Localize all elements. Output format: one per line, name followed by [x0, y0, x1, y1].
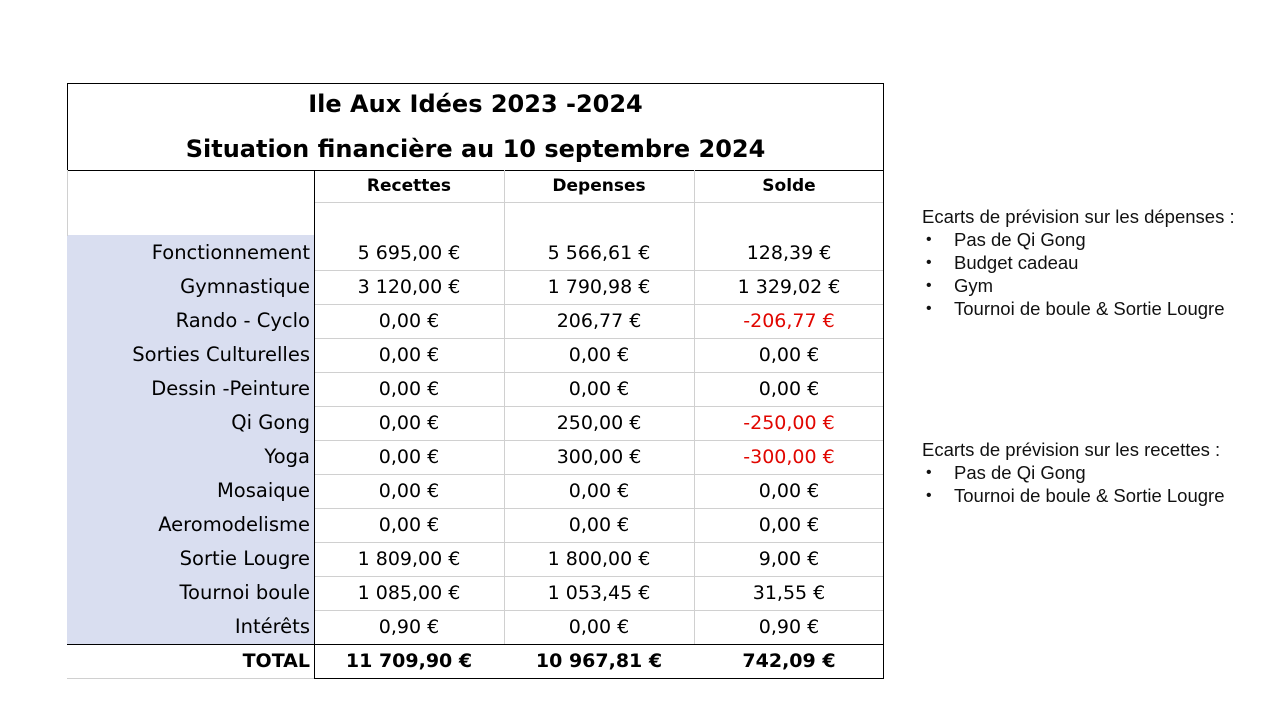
notes-depenses	[922, 205, 1262, 320]
cell-depenses: 1 053,45 €	[547, 582, 651, 604]
cell-depenses: 1 800,00 €	[547, 548, 651, 570]
list-item: • Budget cadeau	[922, 251, 1254, 274]
cell-solde: 0,00 €	[758, 480, 820, 502]
table-row	[67, 270, 884, 304]
total-depenses: 10 967,81 €	[535, 650, 663, 672]
cell-solde: 0,90 €	[758, 616, 820, 638]
notes-depenses-list	[922, 228, 1262, 320]
cell-recettes: 0,00 €	[378, 378, 440, 400]
row-label: Fonctionnement	[151, 241, 310, 264]
row-divider	[314, 440, 884, 441]
column-header-row	[67, 170, 884, 202]
row-divider	[314, 542, 884, 543]
cell-solde: -206,77 €	[743, 310, 835, 332]
cell-recettes: 1 809,00 €	[357, 548, 461, 570]
row-divider	[314, 406, 884, 407]
list-item: • Pas de Qi Gong	[922, 461, 1254, 484]
column-divider	[694, 170, 695, 644]
list-item: • Tournoi de boule & Sortie Lougre	[922, 484, 1254, 507]
total-bottom-border	[314, 678, 884, 679]
cell-solde: 0,00 €	[758, 344, 820, 366]
notes-recettes	[922, 438, 1262, 507]
list-item: • Gym	[922, 274, 1254, 297]
table-row	[67, 372, 884, 406]
row-label: Aeromodelisme	[158, 513, 310, 536]
column-divider	[504, 170, 505, 644]
cell-depenses: 0,00 €	[568, 616, 630, 638]
cell-solde: -300,00 €	[743, 446, 835, 468]
row-divider	[314, 576, 884, 577]
cell-solde: -250,00 €	[743, 412, 835, 434]
cell-solde: 0,00 €	[758, 514, 820, 536]
cell-solde: 128,39 €	[746, 242, 832, 264]
table-row	[67, 508, 884, 542]
row-divider	[314, 372, 884, 373]
cell-recettes: 0,00 €	[378, 412, 440, 434]
column-header-depenses: Depenses	[552, 176, 646, 196]
table-row	[67, 474, 884, 508]
cell-recettes: 5 695,00 €	[357, 242, 461, 264]
list-item: • Pas de Qi Gong	[922, 228, 1254, 251]
total-solde: 742,09 €	[742, 650, 836, 672]
cell-recettes: 0,00 €	[378, 480, 440, 502]
table-row	[67, 576, 884, 610]
total-bottom-light	[67, 678, 314, 679]
row-divider	[314, 474, 884, 475]
table-title-box	[67, 83, 884, 171]
cell-depenses: 0,00 €	[568, 514, 630, 536]
table-row	[67, 338, 884, 372]
cell-recettes: 1 085,00 €	[357, 582, 461, 604]
row-divider	[314, 270, 884, 271]
row-label: Qi Gong	[231, 411, 310, 434]
row-divider	[314, 338, 884, 339]
cell-depenses: 5 566,61 €	[547, 242, 651, 264]
cell-recettes: 3 120,00 €	[357, 276, 461, 298]
cell-depenses: 0,00 €	[568, 344, 630, 366]
cell-depenses: 1 790,98 €	[547, 276, 651, 298]
table-subtitle: Situation financière au 10 septembre 2024	[185, 135, 766, 163]
cell-solde: 31,55 €	[752, 582, 826, 604]
cell-depenses: 0,00 €	[568, 480, 630, 502]
table-title: Ile Aux Idées 2023 -2024	[308, 90, 643, 118]
total-recettes: 11 709,90 €	[345, 650, 473, 672]
row-divider	[314, 610, 884, 611]
cell-recettes: 0,00 €	[378, 310, 440, 332]
table-row	[67, 610, 884, 644]
row-label: Yoga	[264, 445, 310, 468]
row-label: Dessin -Peinture	[151, 377, 310, 400]
total-label: TOTAL	[242, 650, 310, 672]
table-row	[67, 304, 884, 338]
total-top-border	[67, 644, 884, 645]
table-row	[67, 236, 884, 270]
list-item: • Tournoi de boule & Sortie Lougre	[922, 297, 1254, 320]
table-row	[67, 440, 884, 474]
cell-solde: 0,00 €	[758, 378, 820, 400]
table-row	[67, 406, 884, 440]
row-label: Tournoi boule	[179, 581, 310, 604]
column-header-recettes: Recettes	[366, 176, 452, 196]
notes-recettes-list	[922, 461, 1262, 507]
row-label: Gymnastique	[180, 275, 310, 298]
column-header-solde: Solde	[762, 176, 816, 196]
cell-solde: 9,00 €	[758, 548, 820, 570]
cell-recettes: 0,00 €	[378, 344, 440, 366]
cell-recettes: 0,90 €	[378, 616, 440, 638]
row-label: Mosaique	[216, 479, 310, 502]
table-row	[67, 542, 884, 576]
row-divider	[314, 304, 884, 305]
left-edge-light	[67, 170, 68, 236]
cell-depenses: 250,00 €	[556, 412, 642, 434]
total-row	[67, 644, 884, 678]
row-divider	[314, 508, 884, 509]
cell-solde: 1 329,02 €	[737, 276, 841, 298]
row-label: Rando - Cyclo	[175, 309, 310, 332]
notes-depenses-heading: Ecarts de prévision sur les dépenses :	[922, 206, 1235, 227]
cell-depenses: 206,77 €	[556, 310, 642, 332]
cell-depenses: 300,00 €	[556, 446, 642, 468]
row-label: Sortie Lougre	[179, 547, 310, 570]
notes-recettes-heading: Ecarts de prévision sur les recettes :	[922, 439, 1221, 460]
cell-recettes: 0,00 €	[378, 514, 440, 536]
row-label: Sorties Culturelles	[132, 343, 310, 366]
header-divider	[314, 202, 884, 203]
cell-depenses: 0,00 €	[568, 378, 630, 400]
cell-recettes: 0,00 €	[378, 446, 440, 468]
right-border	[883, 170, 884, 679]
label-column-border	[314, 170, 315, 678]
row-label: Intérêts	[234, 615, 310, 638]
